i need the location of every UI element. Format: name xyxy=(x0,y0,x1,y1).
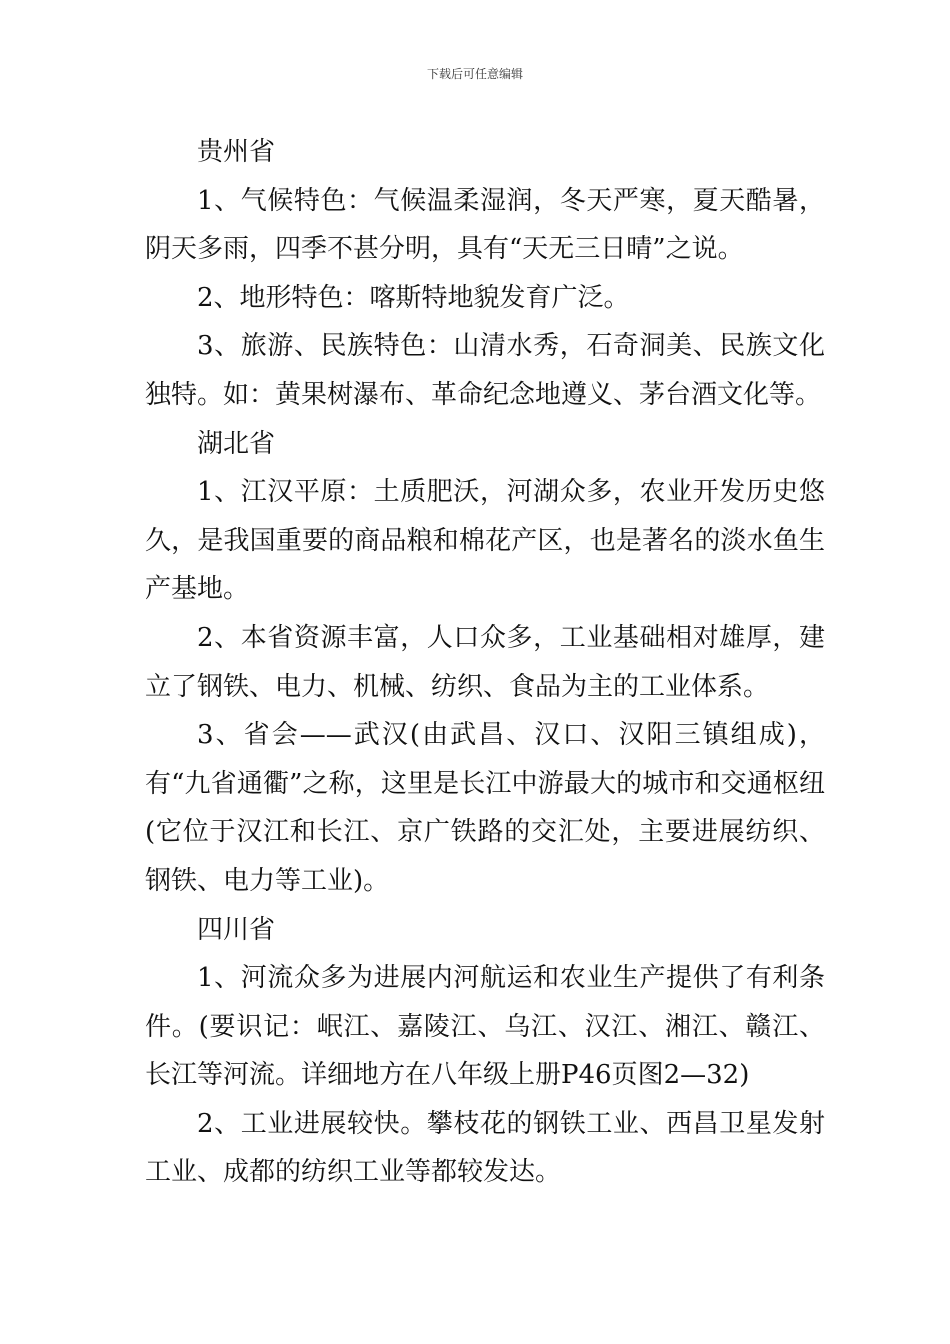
header-note: 下载后可任意编辑 xyxy=(426,67,523,81)
section-heading-hubei: 湖北省 xyxy=(197,428,276,459)
guizhou-item-1: 1、气候特色：气候温柔湿润，冬天严寒，夏天酷暑，阴天多雨，四季不甚分明，具有“天无三日晴”之说。 xyxy=(145,185,825,265)
hubei-item-2: 2、本省资源丰富，人口众多，工业基础相对雄厚，建立了钢铁、电力、机械、纺织、食品为主的工业体系。 xyxy=(145,622,825,702)
section-heading-sichuan: 四川省 xyxy=(197,914,276,945)
hubei-item-1: 1、江汉平原：土质肥沃，河湖众多，农业开发历史悠久，是我国重要的商品粮和棉花产区，也是著名的淡水鱼生产基地。 xyxy=(145,477,825,605)
guizhou-item-2: 2、地形特色：喀斯特地貌发育广泛。 xyxy=(197,282,630,313)
hubei-item-3: 3、省会——武汉(由武昌、汉口、汉阳三镇组成)，有“九省通衢”之称，这里是长江中游最大的城市和交通枢纽(它位于汉江和长江、京广铁路的交汇处，主要进展纺织、钢铁、电力等工业)。 xyxy=(145,720,825,896)
guizhou-item-3: 3、旅游、民族特色：山清水秀，石奇洞美、民族文化独特。如：黄果树瀑布、革命纪念地遵义、茅台酒文化等。 xyxy=(145,331,825,410)
sichuan-item-2: 2、工业进展较快。攀枝花的钢铁工业、西昌卫星发射工业、成都的纺织工业等都较发达。 xyxy=(145,1108,825,1188)
section-heading-guizhou: 贵州省 xyxy=(197,137,276,167)
document-body xyxy=(145,128,825,1197)
sichuan-item-1: 1、河流众多为进展内河航运和农业生产提供了有利条件。(要识记：岷江、嘉陵江、乌江、汉江、湘江、赣江、长江等河流。详细地方在八年级上册P46页图2—32) xyxy=(145,963,825,1091)
